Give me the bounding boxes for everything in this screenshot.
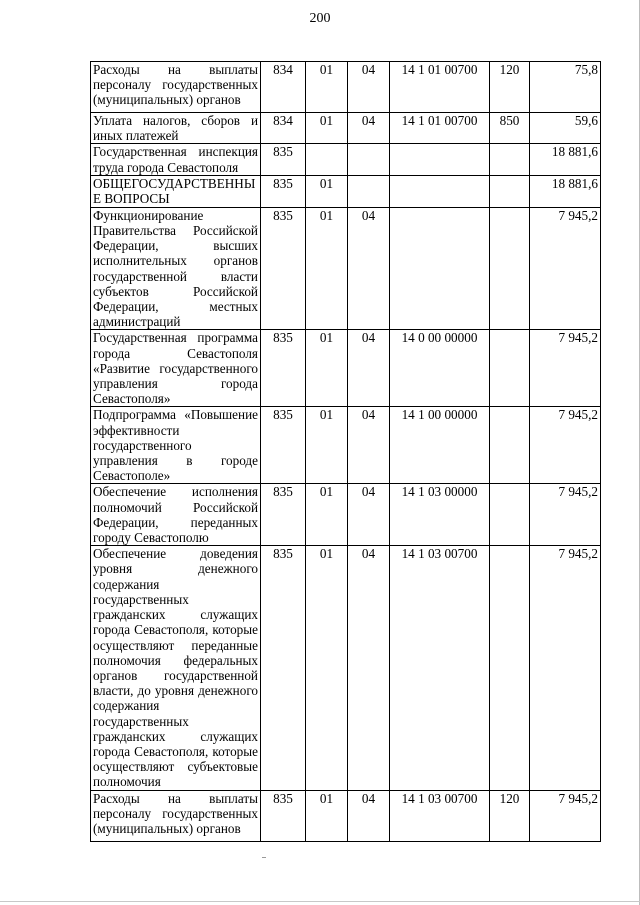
row-subsection-code: 04 [348, 207, 390, 330]
row-grbs-code: 835 [261, 546, 306, 790]
row-name [91, 144, 261, 175]
row-expense-type-code: 120 [490, 790, 530, 841]
row-amount: 7 945,2 [530, 546, 601, 790]
table-row [91, 790, 601, 841]
row-subsection-code: 04 [348, 330, 390, 407]
row-target-article-code: 14 1 03 00700 [390, 790, 490, 841]
row-name-line: исполнительных органов [93, 253, 258, 269]
row-amount: 18 881,6 [530, 144, 601, 175]
row-subsection-code: 04 [348, 546, 390, 790]
row-grbs-code: 835 [261, 330, 306, 407]
row-name-line: города Севастополя [93, 345, 258, 361]
row-amount: 18 881,6 [530, 175, 601, 207]
row-name-line: города Севастополя, которые [93, 622, 258, 638]
row-name-line: полномочия [93, 774, 161, 790]
row-name-line: города Севастополя, которые [93, 743, 258, 759]
row-name-line: эффективности [93, 422, 180, 438]
row-section-code [306, 144, 348, 175]
row-name-line: содержания [93, 576, 160, 592]
row-name-line: «Развитие государственного [93, 360, 258, 376]
table-row [91, 546, 601, 790]
budget-table [90, 61, 601, 842]
row-subsection-code: 04 [348, 407, 390, 484]
row-name-line: государственных [93, 713, 189, 729]
row-name-line: уровня денежного [93, 561, 258, 577]
table-row [91, 484, 601, 546]
row-name-line: городу Севастополю [93, 530, 209, 546]
row-name-line: персоналу государственных [93, 805, 258, 821]
row-section-code: 01 [306, 407, 348, 484]
table-row [91, 175, 601, 207]
row-expense-type-code: 850 [490, 113, 530, 144]
row-subsection-code: 04 [348, 113, 390, 144]
row-expense-type-code [490, 144, 530, 175]
row-target-article-code: 14 1 00 00000 [390, 407, 490, 484]
row-name-line: государственного [93, 437, 192, 453]
row-section-code: 01 [306, 546, 348, 790]
row-amount: 7 945,2 [530, 484, 601, 546]
table-row [91, 62, 601, 113]
row-name [91, 62, 261, 113]
row-expense-type-code [490, 407, 530, 484]
row-target-article-code: 14 1 01 00700 [390, 62, 490, 113]
row-name [91, 330, 261, 407]
row-expense-type-code [490, 207, 530, 330]
row-name-line: (муниципальных) органов [93, 92, 241, 108]
row-name-line: Обеспечение доведения [93, 546, 258, 562]
row-name [91, 407, 261, 484]
table-row [91, 113, 601, 144]
row-amount: 7 945,2 [530, 207, 601, 330]
row-expense-type-code [490, 546, 530, 790]
row-name [91, 207, 261, 330]
row-target-article-code: 14 1 01 00700 [390, 113, 490, 144]
row-name-line: Федерации, высших [93, 238, 258, 254]
row-target-article-code [390, 175, 490, 207]
scan-mark [262, 857, 266, 858]
row-name [91, 790, 261, 841]
row-name-line: Государственная программа [93, 330, 258, 346]
row-name-line: управления в городе [93, 453, 258, 469]
row-section-code: 01 [306, 113, 348, 144]
row-name-line: Обеспечение исполнения [93, 484, 258, 500]
row-target-article-code: 14 1 03 00700 [390, 546, 490, 790]
row-name-line: осуществляют субъектовые [93, 759, 258, 775]
row-name [91, 175, 261, 207]
table-row [91, 407, 601, 484]
row-name-line: государственной власти [93, 268, 258, 284]
row-name-line: Государственная инспекция [93, 144, 258, 160]
row-amount: 75,8 [530, 62, 601, 113]
row-section-code: 01 [306, 175, 348, 207]
row-name-line: (муниципальных) органов [93, 820, 241, 836]
table-row [91, 330, 601, 407]
row-name-line: субъектов Российской [93, 283, 258, 299]
row-name-line: Е ВОПРОСЫ [93, 191, 170, 207]
row-name-line: ОБЩЕГОСУДАРСТВЕННЫ [93, 175, 256, 191]
row-target-article-code [390, 207, 490, 330]
row-name-line: администраций [93, 314, 181, 330]
row-section-code: 01 [306, 62, 348, 113]
page-number: 200 [309, 11, 331, 26]
row-expense-type-code [490, 175, 530, 207]
row-name-line: Федерации, местных [93, 299, 258, 315]
row-grbs-code: 835 [261, 407, 306, 484]
row-grbs-code: 834 [261, 113, 306, 144]
row-amount: 7 945,2 [530, 330, 601, 407]
row-expense-type-code [490, 330, 530, 407]
row-name-line: Севастополе» [93, 468, 171, 484]
row-name-line: гражданских служащих [93, 607, 258, 623]
row-subsection-code: 04 [348, 484, 390, 546]
row-amount: 59,6 [530, 113, 601, 144]
row-name-line: полномочий Российской [93, 499, 258, 515]
row-grbs-code: 835 [261, 144, 306, 175]
row-grbs-code: 835 [261, 207, 306, 330]
row-grbs-code: 834 [261, 62, 306, 113]
row-amount: 7 945,2 [530, 790, 601, 841]
row-name [91, 484, 261, 546]
row-name-line: Расходы на выплаты [93, 62, 258, 77]
row-grbs-code: 835 [261, 175, 306, 207]
row-expense-type-code [490, 484, 530, 546]
table-row [91, 144, 601, 175]
row-name-line: Федерации, переданных [93, 514, 258, 530]
row-name-line: иных платежей [93, 128, 179, 144]
row-subsection-code: 04 [348, 62, 390, 113]
row-target-article-code [390, 144, 490, 175]
row-subsection-code [348, 144, 390, 175]
row-name-line: государственных [93, 591, 189, 607]
row-subsection-code: 04 [348, 790, 390, 841]
row-target-article-code: 14 0 00 00000 [390, 330, 490, 407]
row-grbs-code: 835 [261, 484, 306, 546]
row-name-line: гражданских служащих [93, 728, 258, 744]
row-section-code: 01 [306, 484, 348, 546]
row-name-line: труда города Севастополя [93, 159, 239, 175]
scan-edge-bottom [0, 901, 640, 902]
row-section-code: 01 [306, 790, 348, 841]
table-row [91, 207, 601, 330]
row-name-line: Севастополя» [93, 391, 171, 407]
row-name-line: Уплата налогов, сборов и [93, 113, 258, 128]
row-name-line: власти, до уровня денежного [93, 683, 258, 699]
row-target-article-code: 14 1 03 00000 [390, 484, 490, 546]
row-grbs-code: 835 [261, 790, 306, 841]
row-name-line: управления города [93, 376, 258, 392]
row-name-line: органов государственной [93, 667, 258, 683]
row-name-line: Функционирование [93, 207, 204, 223]
row-name-line: Подпрограмма «Повышение [93, 407, 258, 423]
row-name-line: содержания [93, 698, 160, 714]
row-expense-type-code: 120 [490, 62, 530, 113]
row-subsection-code [348, 175, 390, 207]
row-section-code: 01 [306, 207, 348, 330]
row-section-code: 01 [306, 330, 348, 407]
row-name-line: Расходы на выплаты [93, 790, 258, 806]
budget-table-body [91, 62, 601, 842]
row-amount: 7 945,2 [530, 407, 601, 484]
row-name [91, 546, 261, 790]
row-name [91, 113, 261, 144]
row-name-line: Правительства Российской [93, 223, 258, 239]
row-name-line: осуществляют переданные [93, 637, 258, 653]
row-name-line: полномочия федеральных [93, 652, 258, 668]
row-name-line: персоналу государственных [93, 77, 258, 93]
